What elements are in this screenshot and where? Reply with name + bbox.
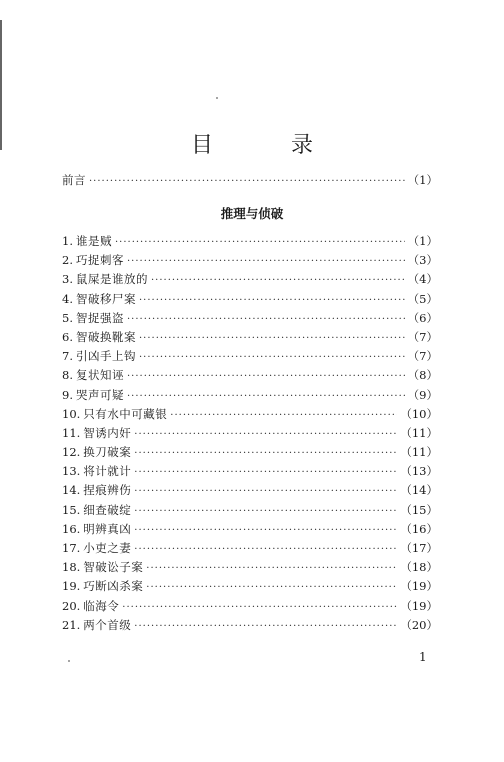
toc-entry[interactable]	[62, 347, 438, 366]
leader-dots	[115, 233, 405, 252]
scan-speck	[68, 660, 70, 662]
toc-entry-title: 两个首级	[83, 617, 132, 632]
toc-entry-number: 4.	[62, 291, 73, 306]
leader-dots	[134, 521, 397, 540]
leader-dots	[139, 291, 405, 310]
leader-dots	[134, 482, 397, 501]
toc-preface-page: （1）	[407, 173, 438, 187]
toc-entry-page: （6）	[407, 310, 438, 325]
toc-entry[interactable]	[62, 520, 438, 539]
toc-entry[interactable]	[62, 290, 438, 309]
toc-entry[interactable]	[62, 462, 438, 481]
toc-entry-page: （18）	[400, 560, 438, 575]
toc-preface-label: 前言	[62, 173, 86, 187]
toc-entry-title: 智捉强盗	[75, 310, 124, 325]
toc-entry-title: 谁是贼	[75, 234, 112, 248]
toc-entry[interactable]	[62, 270, 438, 289]
toc-entry-number: 19.	[62, 579, 81, 594]
toc-entry[interactable]	[62, 501, 438, 520]
toc-entry[interactable]	[62, 597, 438, 616]
toc-entry[interactable]	[62, 251, 438, 270]
toc-entry-number: 10.	[62, 406, 81, 421]
toc-entry-title: 巧断凶杀案	[83, 579, 144, 594]
toc-entry-title: 哭声可疑	[75, 387, 124, 402]
toc-entry-page: （20）	[400, 617, 438, 632]
toc-entry-number: 12.	[62, 445, 81, 460]
toc-entry-page: （11）	[400, 445, 438, 460]
toc-entry-page: （5）	[407, 291, 438, 306]
toc-entry-title: 复状知诬	[75, 368, 124, 383]
toc-entry-title: 将计就计	[83, 464, 132, 479]
toc-entry-title: 智破换靴案	[75, 329, 136, 344]
leader-dots	[127, 387, 405, 406]
toc-entry[interactable]	[62, 558, 438, 577]
leader-dots	[139, 348, 405, 367]
toc-entry-number: 1.	[62, 234, 73, 248]
toc-entry-number: 17.	[62, 541, 81, 555]
toc-entry-number: 14.	[62, 483, 81, 498]
toc-entry[interactable]	[62, 616, 438, 635]
toc-entry-page: （7）	[407, 349, 438, 364]
toc-entry-title: 智诱内奸	[83, 425, 132, 440]
toc-entry-number: 15.	[62, 502, 81, 517]
toc-entry-page: （19）	[400, 579, 438, 594]
toc-entry[interactable]	[62, 539, 438, 558]
leader-dots	[122, 598, 397, 617]
toc-entry-number: 2.	[62, 253, 73, 268]
leader-dots	[127, 310, 405, 329]
leader-dots	[134, 463, 397, 482]
toc-entry[interactable]	[62, 366, 438, 385]
toc-entry-number: 18.	[62, 560, 81, 575]
toc-entry[interactable]	[62, 328, 438, 347]
toc-entry-title: 临海令	[83, 598, 120, 613]
toc-entry-page: （10）	[400, 406, 438, 421]
toc-entry-title: 只有水中可藏银	[83, 406, 168, 421]
toc-entry-title: 巧捉刺客	[75, 253, 124, 268]
toc-entry-title: 智破讼子案	[83, 560, 144, 575]
toc-entry-page: （11）	[400, 425, 438, 440]
toc-entry[interactable]	[62, 424, 438, 443]
toc-entry-page: （19）	[400, 598, 438, 613]
toc-entry-number: 8.	[62, 368, 73, 383]
leader-dots	[139, 329, 405, 348]
toc-entry-page: （7）	[407, 329, 438, 344]
toc-entry-page: （4）	[407, 272, 438, 287]
toc-entry-number: 13.	[62, 464, 81, 479]
section-heading: 推理与侦破	[220, 206, 284, 221]
toc-entry-number: 9.	[62, 387, 73, 402]
scan-speck	[216, 97, 218, 99]
leader-dots	[134, 540, 397, 559]
toc-entry[interactable]	[62, 577, 438, 596]
toc-entry[interactable]	[62, 309, 438, 328]
toc-entry-title: 换刀破案	[83, 445, 132, 460]
leader-dots	[170, 406, 397, 425]
toc-entry[interactable]	[62, 443, 438, 462]
toc-entry-page: （8）	[407, 368, 438, 383]
toc-entry-title: 小吏之妻	[83, 541, 132, 555]
toc-entry-number: 20.	[62, 598, 81, 613]
page-number: 1	[419, 650, 427, 664]
toc-entry-number: 7.	[62, 349, 73, 364]
toc-entry-number: 5.	[62, 310, 73, 325]
leader-dots	[127, 252, 405, 271]
toc-entry-page: （14）	[400, 483, 438, 498]
toc-list	[62, 232, 438, 635]
leader-dots	[146, 578, 397, 597]
toc-entry-page: （13）	[400, 464, 438, 479]
toc-entry-number: 11.	[62, 425, 81, 440]
leader-dots	[127, 367, 405, 386]
toc-entry-title: 细查破绽	[83, 502, 132, 517]
toc-entry-title: 明辨真凶	[83, 521, 132, 536]
leader-dots	[151, 271, 405, 290]
toc-entry-title: 鼠屎是谁放的	[75, 272, 148, 287]
leader-dots	[134, 617, 397, 636]
leader-dots	[146, 559, 397, 578]
leader-dots	[89, 176, 405, 187]
leader-dots	[134, 444, 397, 463]
toc-preface-row[interactable]	[62, 172, 438, 188]
toc-entry-title: 智破移尸案	[75, 291, 136, 306]
toc-entry-page: （17）	[400, 541, 438, 555]
toc-entry-number: 21.	[62, 617, 81, 632]
toc-entry[interactable]	[62, 481, 438, 500]
toc-entry-page: （9）	[407, 387, 438, 402]
page-title: 目 录	[190, 133, 341, 158]
leader-dots	[134, 502, 397, 521]
toc-entry-page: （1）	[407, 234, 438, 248]
toc-entry[interactable]	[62, 386, 438, 405]
toc-entry-page: （3）	[407, 253, 438, 268]
leader-dots	[134, 425, 397, 444]
toc-entry-title: 捏痕辨伤	[83, 483, 132, 498]
toc-entry[interactable]	[62, 232, 438, 251]
toc-entry-number: 16.	[62, 521, 81, 536]
toc-entry-number: 6.	[62, 329, 73, 344]
toc-entry[interactable]	[62, 405, 438, 424]
toc-entry-title: 引凶手上钩	[75, 349, 136, 364]
toc-entry-number: 3.	[62, 272, 73, 287]
toc-entry-page: （15）	[400, 502, 438, 517]
toc-entry-page: （16）	[400, 521, 438, 536]
